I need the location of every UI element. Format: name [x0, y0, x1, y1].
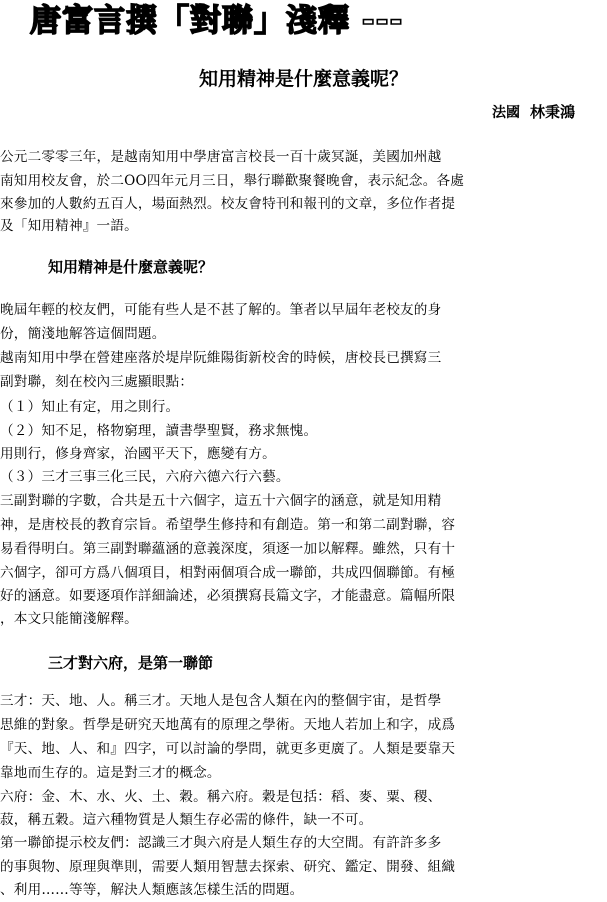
paragraph-line: （２）知不足，格物窮理，讀書學聖賢，務求無愧。	[0, 423, 318, 439]
paragraph-line: 『天、地、人、和』四字，可以討論的學問，就更多更廣了。人類是要靠天	[0, 741, 456, 757]
paragraph-line: 份，簡淺地解答這個問題。	[0, 326, 166, 342]
section-heading-2: 三才對六府，是第一聯節	[48, 654, 214, 672]
article-subtitle: 知用精神是什麼意義呢？	[198, 68, 408, 90]
paragraph-line: 三副對聯的字數，合共是五十六個字，這五十六個字的涵意，就是知用精	[0, 493, 442, 509]
paragraph-line: 三才：天、地、人。稱三才。天地人是包含人類在內的整個宇宙，是哲學	[0, 693, 442, 709]
paragraph-line: 、利用……等等，解決人類應該怎樣生活的問題。	[0, 882, 304, 898]
paragraph-line: 六個字，卻可方爲八個項目，相對兩個項合成一聯節，共成四個聯節。有極	[0, 565, 456, 581]
paragraph-line: 越南知用中學在營建座落於堤岸阮維陽街新校舍的時候，唐校長已撰寫三	[0, 350, 442, 366]
paragraph-line: 晚屆年輕的校友們，可能有些人是不甚了解的。筆者以早屆年老校友的身	[0, 302, 442, 318]
paragraph-line: 思維的對象。哲學是研究天地萬有的原理之學術。天地人若加上和字，成爲	[0, 717, 456, 733]
paragraph-line: 南知用校友會，於二OO四年元月三日，舉行聯歡聚餐晚會，表示紀念。各處	[0, 173, 465, 189]
paragraph-line: 的事與物、原理與準則，需要人類用智慧去探索、研究、鑑定、開發、組織	[0, 859, 456, 875]
paragraph-line: 第一聯節提示校友們：認識三才與六府是人類生存的大空間。有許許多多	[0, 835, 442, 851]
paragraph-line: （１）知止有定，用之則行。	[0, 399, 180, 415]
paragraph-line: 靠地而生存的。這是對三才的概念。	[0, 765, 221, 781]
article-title: 唐富言撰「對聯」淺釋 ---	[30, 3, 404, 39]
author-line	[492, 102, 575, 123]
paragraph-line: 公元二零零三年，是越南知用中學唐富言校長一百十歲冥誕，美國加州越	[0, 149, 442, 165]
paragraph-line: 用則行，修身齊家，治國平天下，應變有方。	[0, 446, 276, 462]
paragraph-line: 來參加的人數約五百人，場面熱烈。校友會特刊和報刊的文章，多位作者提	[0, 196, 456, 212]
paragraph-line: ，本文只能簡淺解釋。	[0, 611, 138, 627]
paragraph-line: 六府：金、木、水、火、土、穀。稱六府。穀是包括：稻、麥、粟、稷、	[0, 789, 442, 805]
author-name: 林秉鴻	[529, 103, 575, 121]
author-country: 法國	[491, 105, 520, 121]
paragraph-line: （３）三才三事三化三民，六府六德六行六藝。	[0, 469, 290, 485]
paragraph-line: 副對聯，刻在校內三處顯眼點：	[0, 374, 194, 390]
paragraph-line: 好的涵意。如要逐項作詳細論述，必須撰寫長篇文字，才能盡意。篇幅所限	[0, 588, 456, 604]
section-heading-1: 知用精神是什麼意義呢？	[48, 258, 214, 276]
paragraph-line: 及「知用精神』一語。	[0, 218, 138, 234]
paragraph-line: 神，是唐校長的教育宗旨。希望學生修持和有創造。第一和第二副對聯，容	[0, 517, 456, 533]
paragraph-line: 易看得明白。第三副對聯蘊涵的意義深度，須逐一加以解釋。雖然，只有十	[0, 541, 456, 557]
paragraph-line: 菽，稱五穀。這六種物質是人類生存必需的條件，缺一不可。	[0, 812, 373, 828]
